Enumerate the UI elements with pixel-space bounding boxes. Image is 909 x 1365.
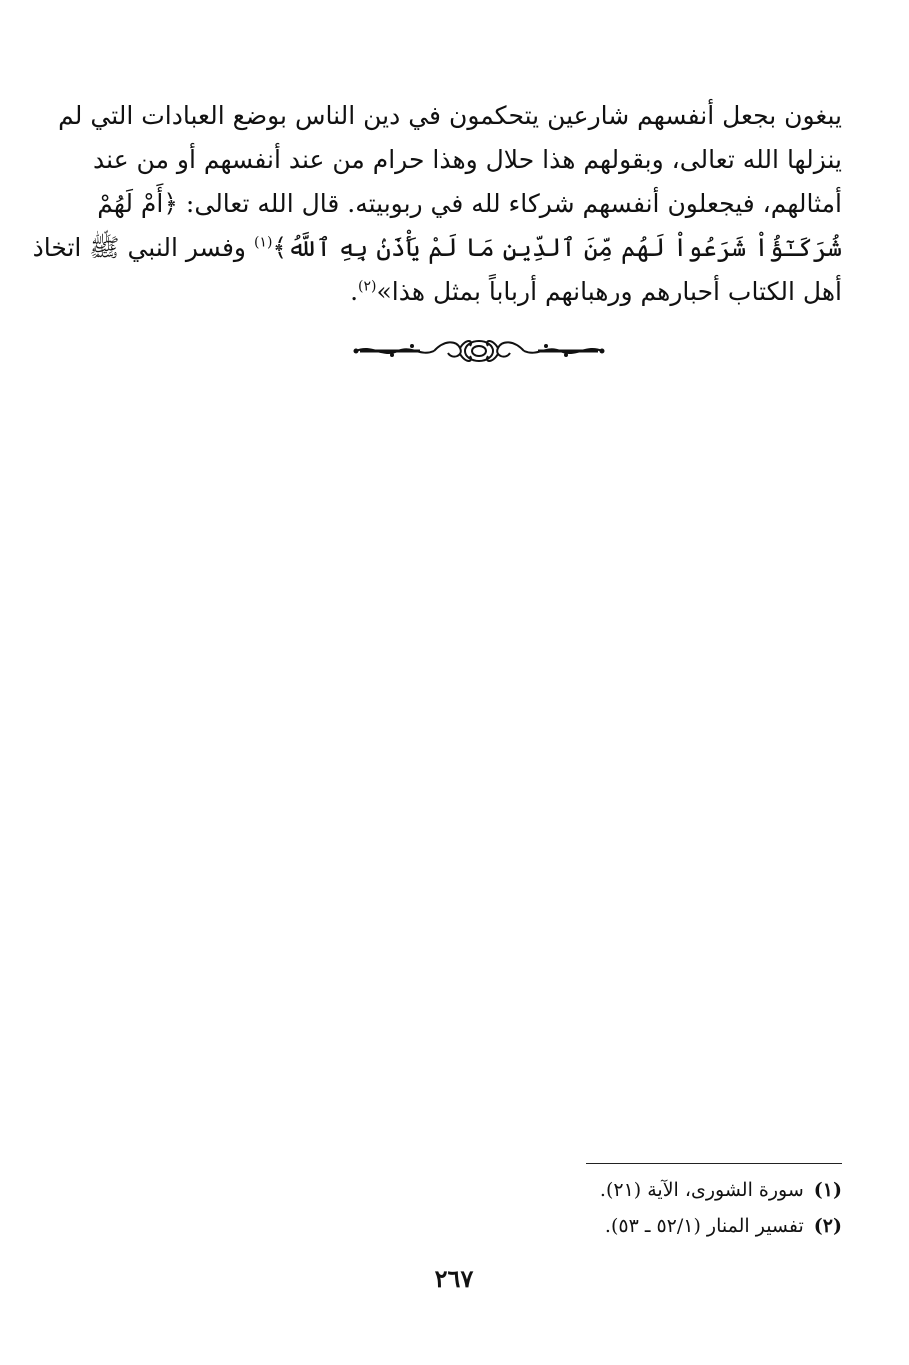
footnote-2 [400, 1208, 842, 1244]
page-number: ٢٦٧ [434, 1264, 474, 1293]
quran-verse: شُرَكَـٰٓؤُاْ شَرَعُواْ لَهُم مِّنَ ٱلدِّينِ مَا لَمْ يَأْذَنۢ بِهِ ٱللَّهُ﴾ [272, 233, 842, 262]
decorative-divider-icon [352, 336, 606, 366]
text-line-4 [32, 226, 842, 270]
footnote-number: (٢) [813, 1215, 842, 1237]
footnote-text: تفسير المنار (٥٢/١ ـ ٥٣). [604, 1215, 804, 1237]
text-line-1: يبغون بجعل أنفسهم شارعين يتحكمون في دين الناس بوضع العبادات التي لم [58, 101, 842, 130]
text-line-3: أمثالهم، فيجعلون أنفسهم شركاء لله في ربوبيته. قال الله تعالى: ﴿أَمْ لَهُمْ [97, 189, 842, 218]
text-line-5-end: . [350, 277, 359, 306]
footnote-ref-1[interactable]: (١) [253, 234, 273, 251]
text-line-4-tail: وفسر النبي ﷺ اتخاذ [32, 233, 254, 262]
text-line-5-main: أهل الكتاب أحبارهم ورهبانهم أرباباً بمثل هذا» [376, 277, 842, 306]
text-line-5 [98, 270, 842, 314]
footnote-separator [586, 1163, 842, 1164]
footnote-number: (١) [813, 1179, 842, 1201]
text-line-2: ينزلها الله تعالى، وبقولهم هذا حلال وهذا حرام من عند أنفسهم أو من عند [93, 145, 842, 174]
main-paragraph [32, 94, 842, 314]
footnote-ref-2[interactable]: (٢) [358, 278, 377, 295]
footnote-text: سورة الشورى، الآية (٢١). [599, 1179, 804, 1201]
footnotes [400, 1172, 842, 1244]
footnote-1 [400, 1172, 842, 1208]
